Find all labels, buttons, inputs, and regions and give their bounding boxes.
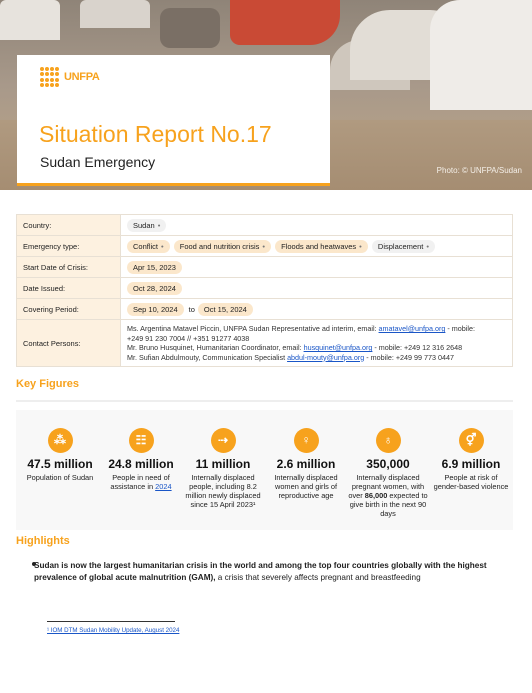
country-value	[121, 215, 513, 236]
logo-dots-icon	[40, 67, 60, 87]
key-figure-desc: Internally displaced pregnant women, with over 86,000 expected to give birth in the next 90 days	[348, 473, 428, 518]
tent	[160, 8, 220, 48]
key-figure-desc: People in need of assistance in 2024	[110, 473, 172, 491]
key-figure-pregnant	[348, 428, 428, 518]
country-chip[interactable]: Sudan •	[127, 219, 166, 232]
key-figure-desc: Population of Sudan	[26, 473, 94, 482]
key-figure-women-girls	[266, 428, 346, 500]
population-icon: ⁂	[48, 428, 73, 453]
email-link[interactable]: abdul-mouty@unfpa.org	[287, 352, 365, 362]
unfpa-logo	[40, 67, 100, 87]
date-issued-value	[121, 278, 513, 299]
tent	[430, 0, 532, 110]
key-figure-value: 11 million	[195, 457, 251, 471]
key-figure-value: 2.6 million	[276, 457, 336, 471]
key-figures-heading: Key Figures	[16, 378, 79, 390]
email-link[interactable]: amatavel@unfpa.org	[378, 324, 446, 333]
key-figure-value: 6.9 million	[441, 457, 501, 471]
period-from-chip[interactable]: Sep 10, 2024	[127, 303, 184, 316]
start-date-value	[121, 257, 513, 278]
emergency-chip[interactable]: Displacement •	[372, 240, 435, 253]
emergency-chip[interactable]: Floods and heatwaves •	[275, 240, 368, 253]
email-link[interactable]: husquinet@unfpa.org	[303, 343, 373, 352]
key-figure-in-need	[101, 428, 181, 491]
displaced-person-icon: ⇢	[211, 428, 236, 453]
people-in-need-icon: ☷	[129, 428, 154, 453]
report-title: Situation Report No.17	[39, 121, 272, 147]
key-figure-desc: Internally displaced women and girls of reproductive age	[274, 473, 338, 500]
contact-phone: +249 91 230 7004 // +351 91277 4038	[127, 333, 250, 343]
tent	[230, 0, 340, 45]
footnote-link[interactable]: ¹ IOM DTM Sudan Mobility Update, August 2024	[47, 627, 180, 634]
covering-period-label: Covering Period:	[17, 299, 121, 320]
footnote-divider	[47, 621, 175, 622]
key-figure-gbv	[431, 428, 511, 491]
chip-remove-icon[interactable]: •	[157, 220, 161, 230]
tent	[80, 0, 150, 28]
key-figure-value: 24.8 million	[108, 457, 174, 471]
country-label: Country:	[17, 215, 121, 236]
chip-remove-icon[interactable]: •	[161, 241, 164, 251]
chip-remove-icon[interactable]: •	[359, 241, 362, 251]
title-card	[17, 55, 330, 186]
emergency-type-label: Emergency type:	[17, 236, 121, 257]
key-figure-value: 350,000	[366, 457, 410, 471]
start-date-chip[interactable]: Apr 15, 2023	[127, 261, 182, 274]
key-figure-population	[20, 428, 100, 482]
tent	[0, 0, 60, 40]
contact-persons-value: Ms. Argentina Matavel Piccin, UNFPA Sudan Representative ad interim, email: amatavel@unfpa.org - mobile: +249 91 230 7004 // +351 91277 4038 Mr. Bruno Husquinet, Humanitarian Coordinator, email: husquinet@unfpa.org - mobile: +249 12 316 2648 Mr. Sufian Abdulmouty, Communication Specialist abdul-mouty@unfpa.org - mobile: +249 99 773 0447	[121, 320, 513, 367]
photo-credit: Photo: © UNFPA/Sudan	[436, 166, 522, 175]
info-table	[16, 214, 513, 367]
key-figure-desc: People at risk of gender-based violence	[433, 473, 509, 491]
date-issued-label: Date Issued:	[17, 278, 121, 299]
emergency-chip[interactable]: Food and nutrition crisis •	[174, 240, 271, 253]
women-girls-icon: ♀	[294, 428, 319, 453]
report-subtitle: Sudan Emergency	[40, 154, 156, 170]
gender-icon: ⚥	[459, 428, 484, 453]
period-to-chip[interactable]: Oct 15, 2024	[198, 303, 253, 316]
covering-period-value	[121, 299, 513, 320]
pregnant-woman-icon: ♁	[376, 428, 401, 453]
year-link[interactable]: 2024	[155, 482, 172, 491]
divider	[16, 400, 513, 402]
start-date-label: Start Date of Crisis:	[17, 257, 121, 278]
period-to-word: to	[188, 304, 195, 314]
emergency-type-value	[121, 236, 513, 257]
chip-remove-icon[interactable]: •	[426, 241, 429, 251]
emergency-chip[interactable]: Conflict •	[127, 240, 170, 253]
key-figure-displaced	[183, 428, 263, 509]
title-accent-bar	[17, 183, 330, 186]
logo-text: UNFPA	[64, 71, 100, 83]
contact-persons-label: Contact Persons:	[17, 320, 121, 367]
key-figure-value: 47.5 million	[27, 457, 93, 471]
highlight-bullet: Sudan is now the largest humanitarian crisis in the world and among the top four countries globally with the highest prevalence of global acute malnutrition (GAM), a crisis that severely affects pregnant and breastfeeding	[34, 561, 487, 582]
chip-remove-icon[interactable]: •	[262, 241, 266, 251]
highlights-heading: Highlights	[16, 535, 70, 547]
date-issued-chip[interactable]: Oct 28, 2024	[127, 282, 182, 295]
key-figure-desc: Internally displaced people, including 8.2 million newly displaced since 15 April 2023¹	[185, 473, 261, 509]
